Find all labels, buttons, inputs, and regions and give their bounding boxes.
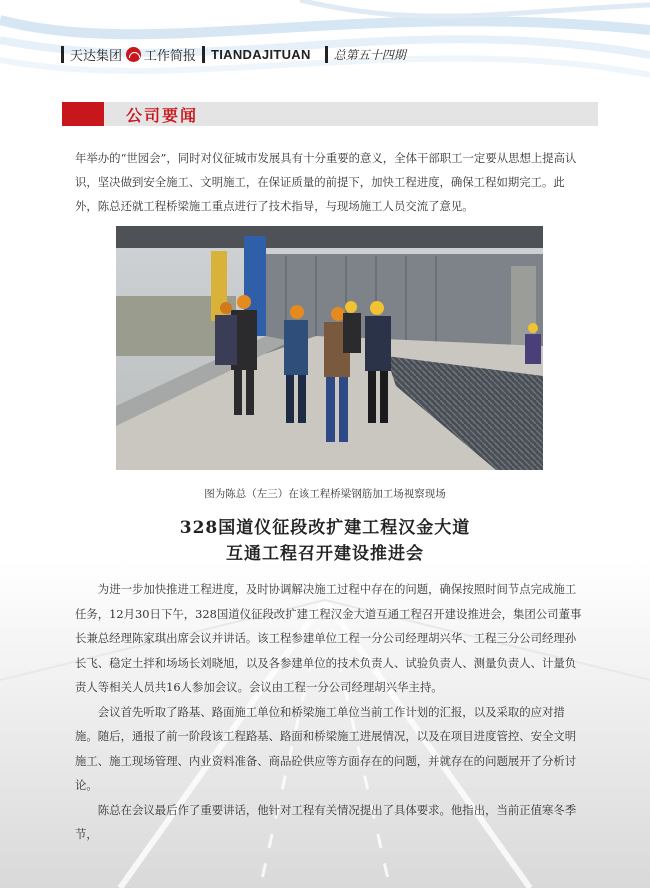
- article-body: [75, 577, 585, 847]
- article-title-line-2: 互通工程召开建设推进会: [226, 544, 424, 564]
- brand-name-en: TIANDAJITUAN: [211, 46, 311, 62]
- company-logo-icon: [126, 47, 141, 62]
- section-accent-block: [62, 102, 104, 126]
- issue-number: 总第五十四期: [333, 47, 406, 62]
- site-inspection-photo: [116, 226, 543, 470]
- article-paragraph: 陈总在会议最后作了重要讲话，他针对工程有关情况提出了具体要求。他指出，当前正值寒冬季节，: [75, 802, 577, 841]
- article-paragraph: 会议首先听取了路基、路面施工单位和桥梁施工单位当前工作计划的汇报，以及采取的应对措施。随后，通报了前一阶段该工程路基、路面和桥梁施工进展情况，以及在项目进度管控、安全文明施工、施工现场管理、内业资料准备、商品砼供应等方面存在的问题，并就存在的问题展开了分析讨论。: [75, 704, 577, 792]
- photo-caption: 图为陈总（左三）在该工程桥梁钢筋加工场视察现场: [204, 488, 446, 500]
- brand-name-cn: 天达集团: [70, 47, 123, 63]
- article-paragraph: 为进一步加快推进工程进度，及时协调解决施工过程中存在的问题，确保按照时间节点完成施工任务，12月30日下午，328国道仪征段改扩建工程汉金大道互通工程召开建设推进会，集团公司董事长兼总经理陈家琪出席会议并讲话。该工程参建单位工程一分公司经理胡兴华、工程三分公司经理孙长飞、稳定土拌和场场长刘晓旭，以及各参建单位的技术负责人、试验负责人、测量负责人、计量负责人等相关人员共16人参加会议。会议由工程一分公司经理胡兴华主持。: [75, 582, 582, 694]
- intro-paragraph: 年举办的“世园会”，同时对仪征城市发展具有十分重要的意义，全体干部职工一定要从思想上提高认识，坚决做到安全施工、文明施工，在保证质量的前提下，加快工程进度，确保工程如期完工。此外，陈总还就工程桥梁施工重点进行了技术指导，与现场施工人员交流了意见。: [75, 151, 577, 213]
- publication-name: 工作简报: [144, 47, 197, 63]
- header-divider: [202, 46, 205, 63]
- article-title-line-1: 328国道仪征段改扩建工程汉金大道: [179, 518, 471, 538]
- section-heading-bar: [62, 102, 598, 126]
- header-divider: [61, 46, 64, 63]
- article-title: [0, 515, 650, 567]
- header-divider: [325, 46, 328, 63]
- page-header: [55, 41, 406, 67]
- section-title: 公司要闻: [126, 106, 199, 125]
